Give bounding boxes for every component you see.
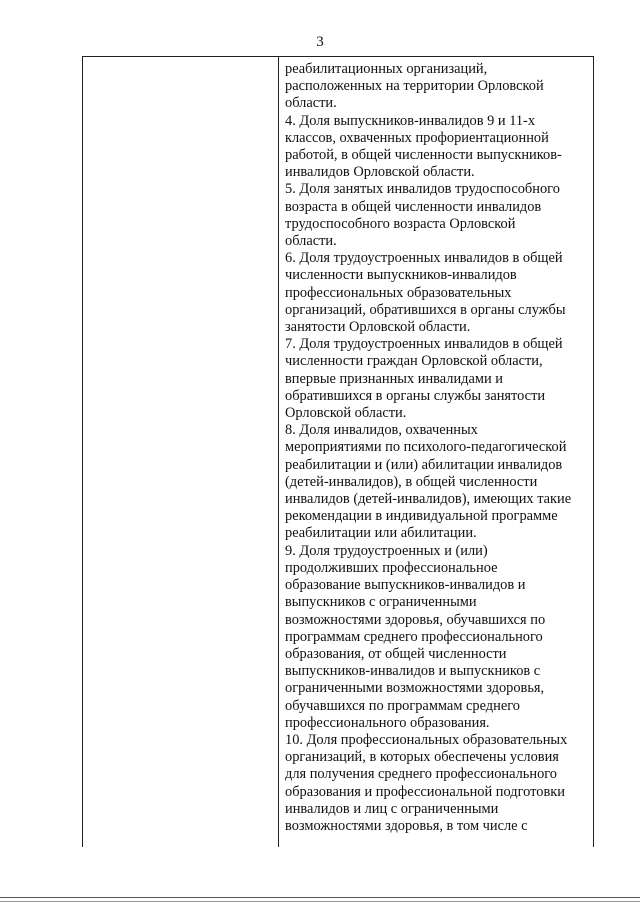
text-line: инвалидов и лиц с ограниченными bbox=[285, 800, 499, 817]
text-line: области. bbox=[285, 233, 337, 250]
text-line: 8. Доля инвалидов, охваченных bbox=[285, 422, 478, 439]
scan-bottom-edge-line bbox=[0, 897, 640, 898]
text-line: 6. Доля трудоустроенных инвалидов в общей bbox=[285, 250, 563, 267]
text-line: Орловской области. bbox=[285, 405, 407, 422]
text-line: реабилитационных организаций, bbox=[285, 61, 488, 77]
text-line: выпускников-инвалидов и выпускников с bbox=[285, 663, 541, 680]
text-line: 9. Доля трудоустроенных и (или) bbox=[285, 542, 488, 559]
text-line: 7. Доля трудоустроенных инвалидов в общей bbox=[285, 336, 563, 353]
scan-bottom-edge-line-secondary bbox=[0, 901, 640, 902]
text-line: профессионального образования. bbox=[285, 714, 490, 731]
text-line: для получения среднего профессионального bbox=[285, 766, 558, 783]
text-line: численности граждан Орловской области, bbox=[285, 353, 543, 370]
text-line: инвалидов Орловской области. bbox=[285, 164, 475, 181]
text-line: образования, от общей численности bbox=[285, 645, 507, 662]
text-line: возможностями здоровья, обучавшихся по bbox=[285, 611, 546, 628]
table-right-cell-indicators bbox=[285, 61, 591, 835]
text-line: рекомендации в индивидуальной программе bbox=[285, 508, 558, 525]
text-line: занятости Орловской области. bbox=[285, 319, 471, 336]
text-line: расположенных на территории Орловской bbox=[285, 78, 544, 95]
text-line: организаций, в которых обеспечены условия bbox=[285, 749, 559, 766]
text-line: мероприятиями по психолого-педагогической bbox=[285, 439, 567, 456]
text-line: реабилитации и (или) абилитации инвалидов bbox=[285, 456, 563, 473]
text-line: выпускников с ограниченными bbox=[285, 594, 477, 611]
text-line: программам среднего профессионального bbox=[285, 628, 543, 645]
text-line: профессиональных образовательных bbox=[285, 284, 512, 301]
text-line: образование выпускников-инвалидов и bbox=[285, 577, 526, 594]
text-line: образования и профессиональной подготовки bbox=[285, 783, 565, 800]
text-line: продолживших профессиональное bbox=[285, 559, 498, 576]
page-number: 3 bbox=[316, 34, 324, 50]
text-line: 4. Доля выпускников-инвалидов 9 и 11-х bbox=[285, 112, 536, 129]
text-line: классов, охваченных профориентационной bbox=[285, 129, 549, 146]
text-line: работой, в общей численности выпускников- bbox=[285, 147, 562, 164]
text-line: впервые признанных инвалидами и bbox=[285, 370, 503, 387]
text-line: возраста в общей численности инвалидов bbox=[285, 198, 542, 215]
text-line: 5. Доля занятых инвалидов трудоспособного bbox=[285, 181, 560, 198]
indicator-table bbox=[82, 56, 594, 847]
column-divider bbox=[278, 57, 279, 847]
text-line: обратившихся в органы службы занятости bbox=[285, 387, 546, 404]
text-line: возможностями здоровья, в том числе с bbox=[285, 817, 528, 834]
text-line: реабилитации или абилитации. bbox=[285, 525, 477, 542]
text-line: организаций, обратившихся в органы службы bbox=[285, 301, 566, 318]
text-line: численности выпускников-инвалидов bbox=[285, 267, 517, 284]
text-line: обучавшихся по программам среднего bbox=[285, 697, 520, 714]
text-line: трудоспособного возраста Орловской bbox=[285, 215, 516, 232]
text-line: инвалидов (детей-инвалидов), имеющих такие bbox=[285, 491, 572, 508]
text-line: 10. Доля профессиональных образовательных bbox=[285, 731, 568, 748]
text-line: ограниченными возможностями здоровья, bbox=[285, 680, 545, 697]
text-line: области. bbox=[285, 95, 337, 112]
text-line: (детей-инвалидов), в общей численности bbox=[285, 473, 538, 490]
